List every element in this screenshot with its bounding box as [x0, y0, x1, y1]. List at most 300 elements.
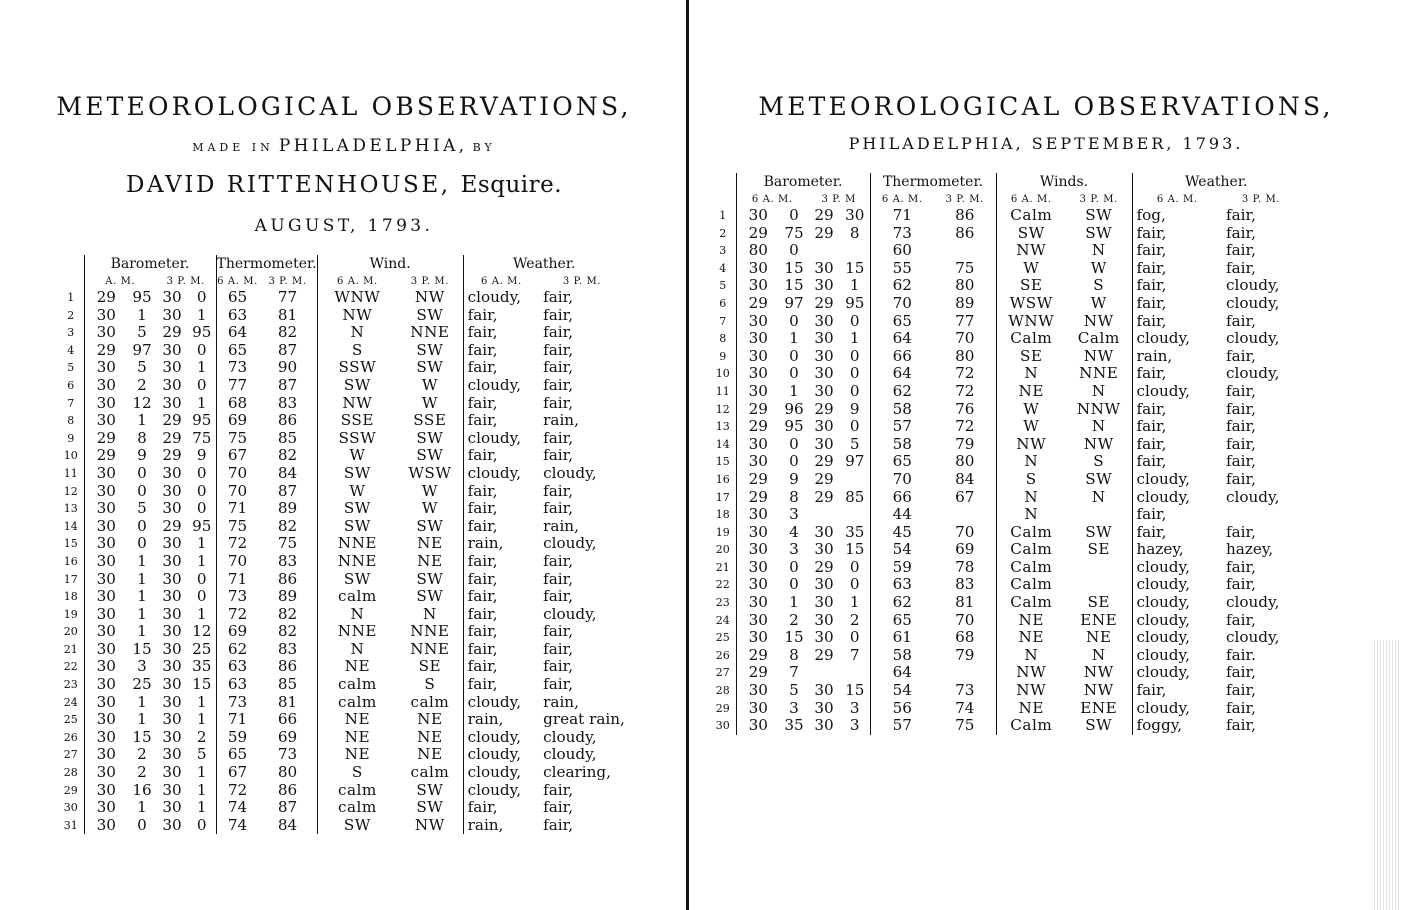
wind-am-cell: SW	[996, 225, 1066, 243]
table-row	[58, 324, 625, 342]
baro-am-in-cell: 30	[84, 395, 128, 413]
weather-am-cell: fair,	[463, 500, 539, 518]
weather-pm-cell: rain,	[543, 411, 579, 430]
day-cell: 22	[715, 578, 730, 592]
wind-pm-cell: N	[1091, 241, 1106, 260]
baro-am-dec-cell: 0	[789, 311, 799, 330]
wind-pm-cell: N	[1091, 381, 1106, 400]
baro-pm-in-cell: 30	[814, 258, 834, 277]
therm-pm-cell: 76	[955, 399, 975, 418]
baro-pm-in-cell: 30	[162, 358, 182, 377]
table-row	[710, 576, 1300, 594]
right-page	[690, 0, 1402, 910]
baro-pm-in-cell: 30	[162, 481, 182, 500]
made-in-label: MADE IN	[192, 141, 274, 154]
table-row	[58, 588, 625, 606]
baro-am-in-cell: 30	[736, 313, 780, 331]
barometer-pm-header: 3 P. M	[821, 194, 856, 205]
table-row	[58, 711, 625, 729]
baro-am-in-cell: 30	[736, 453, 780, 471]
day-cell: 9	[67, 431, 75, 445]
table-row	[58, 447, 625, 465]
table-row	[710, 207, 1300, 225]
author-esquire: Esquire.	[460, 172, 563, 198]
baro-am-in-cell: 30	[736, 348, 780, 366]
therm-pm-cell: 83	[277, 551, 298, 570]
thermometer-am-header: 6 A. M.	[870, 192, 934, 207]
therm-pm-cell: 87	[277, 340, 298, 359]
therm-pm-cell: 80	[955, 346, 975, 365]
baro-pm-in-cell: 30	[162, 587, 182, 606]
baro-am-in-cell: 30	[84, 694, 128, 712]
baro-pm-dec-cell: 0	[196, 375, 207, 394]
baro-am-in-cell: 30	[84, 746, 128, 764]
wind-pm-cell: SW	[1085, 469, 1113, 488]
therm-pm-cell: 83	[955, 575, 975, 594]
baro-pm-dec-cell: 5	[849, 434, 860, 453]
baro-pm-in-cell: 30	[162, 745, 182, 764]
weather-header: Weather.	[463, 255, 625, 274]
baro-pm-dec-cell: 0	[849, 417, 860, 436]
barometer-am-header: 6 A. M.	[736, 192, 808, 207]
wind-pm-cell: WSW	[408, 463, 452, 482]
therm-pm-cell: 86	[277, 657, 298, 676]
table-row	[710, 330, 1300, 348]
baro-pm-dec-cell: 0	[196, 463, 207, 482]
weather-am-cell: fair,	[463, 359, 539, 377]
therm-am-cell: 71	[870, 207, 934, 225]
baro-pm-in-cell: 30	[814, 364, 834, 383]
day-cell: 14	[63, 519, 78, 533]
therm-am-cell: 54	[870, 541, 934, 559]
baro-am-in-cell: 30	[736, 524, 780, 542]
day-cell: 22	[63, 660, 78, 674]
baro-am-in-cell: 29	[736, 225, 780, 243]
baro-am-in-cell: 30	[84, 606, 128, 624]
wind-pm-cell: W	[1090, 258, 1107, 277]
day-cell: 31	[63, 818, 78, 832]
weather-pm-cell: cloudy,	[1226, 293, 1280, 312]
baro-pm-in-cell: 30	[814, 381, 834, 400]
weather-pm-cell: fair.	[1226, 645, 1256, 664]
wind-am-cell: NE	[996, 612, 1066, 630]
therm-am-cell: 45	[870, 524, 934, 542]
baro-pm-in-cell: 30	[814, 540, 834, 559]
table-row	[710, 260, 1300, 278]
therm-pm-cell: 82	[277, 604, 298, 623]
therm-am-cell: 70	[216, 553, 258, 571]
weather-pm-cell: fair,	[1226, 452, 1256, 471]
wind-am-cell: N	[996, 365, 1066, 383]
wind-am-cell: W	[996, 260, 1066, 278]
weather-pm-cell: fair,	[543, 481, 574, 500]
baro-pm-in-cell: 30	[162, 692, 182, 711]
barometer-pm-header: 3 P. M.	[166, 276, 205, 287]
thermometer-am-header: 6 A. M.	[217, 276, 258, 287]
weather-pm-cell: fair,	[1226, 311, 1256, 330]
day-cell: 10	[715, 367, 730, 381]
therm-pm-cell	[934, 506, 996, 524]
weather-pm-cell: fair,	[1226, 716, 1256, 735]
table-row	[58, 606, 625, 624]
baro-am-dec-cell: 9	[137, 446, 147, 465]
day-cell: 21	[715, 560, 730, 574]
baro-pm-dec-cell: 1	[196, 551, 207, 570]
weather-pm-header: 3 P. M.	[562, 276, 602, 287]
baro-pm-dec-cell: 0	[196, 569, 207, 588]
left-page-byline	[0, 136, 688, 156]
wind-pm-cell: N	[1091, 645, 1106, 664]
baro-pm-in-cell: 30	[162, 375, 182, 394]
baro-am-in-cell: 30	[736, 436, 780, 454]
baro-am-dec-cell: 0	[137, 463, 147, 482]
therm-pm-cell: 80	[955, 452, 975, 471]
therm-pm-cell	[934, 242, 996, 260]
weather-pm-cell: fair,	[1226, 381, 1256, 400]
wind-pm-cell: NW	[414, 815, 445, 834]
wind-pm-cell: S	[1093, 452, 1105, 471]
wind-am-cell: W	[317, 483, 397, 501]
wind-am-cell: NNE	[317, 535, 397, 553]
baro-pm-dec-cell: 0	[196, 499, 207, 518]
therm-pm-cell: 79	[955, 434, 975, 453]
table-row	[710, 453, 1300, 471]
weather-am-cell: cloudy,	[1132, 489, 1222, 507]
baro-am-dec-cell: 97	[784, 293, 804, 312]
table-row	[58, 641, 625, 659]
baro-pm-in-cell: 29	[814, 487, 834, 506]
therm-am-cell: 63	[216, 307, 258, 325]
therm-am-cell: 67	[216, 447, 258, 465]
baro-am-in-cell: 29	[736, 471, 780, 489]
baro-am-in-cell: 29	[736, 418, 780, 436]
baro-am-in-cell: 30	[84, 535, 128, 553]
day-cell: 23	[715, 596, 730, 610]
therm-pm-cell: 70	[955, 610, 975, 629]
therm-am-cell: 73	[216, 694, 258, 712]
wind-pm-cell: SW	[416, 587, 444, 606]
wind-am-cell: NE	[317, 746, 397, 764]
baro-am-in-cell: 30	[84, 641, 128, 659]
wind-pm-cell: SE	[1087, 540, 1110, 559]
wind-am-cell: N	[317, 606, 397, 624]
weather-am-cell: cloudy,	[463, 465, 539, 483]
weather-pm-cell: fair,	[1226, 417, 1256, 436]
wind-am-cell: Calm	[996, 541, 1066, 559]
wind-am-cell: NNE	[317, 553, 397, 571]
wind-pm-header: 3 P. M.	[1079, 194, 1118, 205]
table-row	[710, 383, 1300, 401]
table-row	[710, 559, 1300, 577]
weather-am-cell: cloudy,	[1132, 383, 1222, 401]
weather-am-cell: cloudy,	[1132, 664, 1222, 682]
baro-am-dec-cell: 3	[789, 698, 799, 717]
therm-pm-cell: 82	[277, 622, 298, 641]
baro-am-dec-cell: 35	[784, 716, 804, 735]
baro-am-dec-cell: 1	[137, 692, 147, 711]
day-cell: 4	[719, 261, 727, 275]
weather-am-cell: fair,	[1132, 277, 1222, 295]
weather-pm-cell: fair,	[543, 657, 574, 676]
wind-am-cell: N	[317, 324, 397, 342]
table-row	[58, 535, 625, 553]
therm-pm-cell: 83	[277, 393, 298, 412]
therm-pm-cell: 73	[277, 745, 298, 764]
baro-am-in-cell: 30	[84, 623, 128, 641]
wind-am-cell: calm	[317, 799, 397, 817]
weather-am-cell: fair,	[1132, 682, 1222, 700]
weather-pm-cell: fair,	[543, 815, 574, 834]
table-row	[58, 623, 625, 641]
baro-pm-in-cell: 29	[814, 223, 834, 242]
baro-pm-dec-cell: 0	[196, 587, 207, 606]
wind-am-cell: SE	[996, 277, 1066, 295]
wind-pm-cell: NE	[417, 710, 443, 729]
baro-am-in-cell: 30	[736, 260, 780, 278]
baro-am-dec-cell: 0	[789, 241, 799, 260]
baro-pm-dec-cell: 15	[845, 258, 865, 277]
therm-pm-cell: 77	[955, 311, 975, 330]
table-row	[58, 799, 625, 817]
wind-am-cell: Calm	[996, 330, 1066, 348]
therm-pm-cell: 70	[955, 329, 975, 348]
baro-pm-in-cell: 30	[162, 727, 182, 746]
by-label: BY	[472, 141, 496, 154]
therm-am-cell: 71	[216, 711, 258, 729]
barometer-header: Barometer.	[84, 255, 216, 274]
wind-am-cell: Calm	[996, 524, 1066, 542]
baro-pm-dec-cell: 85	[845, 487, 865, 506]
therm-pm-cell: 81	[277, 305, 298, 324]
baro-pm-dec-cell: 15	[845, 540, 865, 559]
therm-am-cell: 58	[870, 401, 934, 419]
wind-pm-cell: N	[1091, 417, 1106, 436]
weather-am-cell: cloudy,	[463, 782, 539, 800]
weather-am-cell: fair,	[463, 799, 539, 817]
baro-am-in-cell: 30	[84, 764, 128, 782]
day-cell: 15	[63, 537, 78, 551]
therm-am-cell: 71	[216, 500, 258, 518]
therm-am-cell: 75	[216, 518, 258, 536]
wind-pm-cell: calm	[410, 763, 450, 782]
wind-pm-cell: SW	[416, 780, 444, 799]
baro-am-dec-cell: 3	[789, 540, 799, 559]
baro-pm-dec-cell: 97	[845, 452, 865, 471]
baro-pm-dec-cell: 15	[845, 681, 865, 700]
baro-am-dec-cell: 8	[137, 428, 147, 447]
baro-pm-in-cell: 29	[162, 411, 182, 430]
day-cell: 12	[63, 484, 78, 498]
weather-am-cell: foggy,	[1132, 717, 1222, 735]
table-row	[58, 395, 625, 413]
baro-pm-dec-cell: 8	[849, 223, 860, 242]
therm-am-cell: 64	[870, 365, 934, 383]
therm-pm-cell: 87	[277, 798, 298, 817]
wind-pm-cell: NW	[1083, 346, 1114, 365]
therm-pm-cell: 82	[277, 516, 298, 535]
baro-pm-dec-cell: 75	[192, 428, 212, 447]
baro-pm-dec-cell: 0	[196, 481, 207, 500]
baro-pm-dec-cell	[840, 506, 870, 524]
baro-am-dec-cell: 8	[789, 487, 799, 506]
baro-pm-dec-cell: 30	[845, 206, 865, 224]
therm-pm-cell: 86	[277, 780, 298, 799]
day-cell: 1	[67, 291, 75, 304]
september-observations-table	[710, 173, 1300, 735]
day-cell: 5	[67, 361, 75, 375]
therm-pm-cell: 73	[955, 681, 975, 700]
wind-pm-cell: NNE	[1079, 364, 1119, 383]
wind-am-cell: S	[317, 764, 397, 782]
table-row	[58, 377, 625, 395]
baro-pm-dec-cell: 0	[849, 346, 860, 365]
wind-pm-cell: NW	[1083, 434, 1114, 453]
baro-pm-in-cell: 30	[162, 288, 182, 306]
weather-pm-cell: cloudy,	[543, 534, 597, 553]
day-cell: 12	[715, 402, 730, 416]
baro-am-dec-cell: 0	[789, 557, 799, 576]
table-row	[710, 225, 1300, 243]
wind-am-cell: NE	[317, 711, 397, 729]
weather-pm-cell: fair,	[1226, 258, 1256, 277]
baro-pm-dec-cell: 1	[196, 534, 207, 553]
wind-pm-cell	[1066, 506, 1132, 524]
wind-am-cell: SW	[317, 465, 397, 483]
therm-am-cell: 58	[870, 436, 934, 454]
baro-pm-in-cell: 30	[162, 780, 182, 799]
day-cell: 18	[715, 508, 730, 522]
day-cell: 7	[67, 396, 75, 410]
weather-am-cell: fair,	[463, 623, 539, 641]
baro-am-dec-cell: 0	[137, 516, 147, 535]
day-cell: 15	[715, 455, 730, 469]
weather-am-cell: fair,	[1132, 401, 1222, 419]
baro-am-dec-cell: 75	[784, 223, 804, 242]
wind-pm-cell: SW	[416, 798, 444, 817]
baro-am-in-cell: 30	[84, 571, 128, 589]
baro-pm-in-cell: 30	[814, 575, 834, 594]
table-row	[710, 629, 1300, 647]
therm-am-cell: 65	[870, 453, 934, 471]
baro-am-in-cell: 30	[736, 365, 780, 383]
day-cell: 16	[63, 554, 78, 568]
baro-pm-in-cell: 30	[814, 329, 834, 348]
weather-am-cell: fair,	[463, 307, 539, 325]
therm-am-cell: 65	[216, 289, 258, 307]
baro-pm-in-cell: 30	[814, 698, 834, 717]
baro-am-dec-cell: 1	[789, 329, 799, 348]
weather-pm-cell: fair,	[1226, 663, 1256, 682]
weather-pm-cell: fair,	[1226, 522, 1256, 541]
wind-pm-cell: SW	[416, 305, 444, 324]
table-row	[710, 647, 1300, 665]
wind-pm-cell: Calm	[1077, 329, 1120, 348]
table-row	[58, 571, 625, 589]
weather-pm-cell: rain,	[543, 692, 579, 711]
therm-pm-cell: 81	[277, 692, 298, 711]
place-label: PHILADELPHIA,	[278, 136, 468, 156]
table-row	[58, 729, 625, 747]
baro-pm-in-cell: 30	[814, 593, 834, 612]
baro-am-in-cell: 30	[736, 700, 780, 718]
baro-am-dec-cell: 4	[789, 522, 799, 541]
wind-am-cell: calm	[317, 588, 397, 606]
wind-am-cell: WNW	[317, 289, 397, 307]
therm-pm-cell: 82	[277, 446, 298, 465]
baro-am-in-cell: 30	[736, 506, 780, 524]
weather-am-cell: fair,	[1132, 365, 1222, 383]
weather-pm-cell: cloudy,	[543, 745, 597, 764]
weather-am-cell: cloudy,	[1132, 330, 1222, 348]
day-cell: 28	[715, 684, 730, 698]
table-row	[710, 524, 1300, 542]
baro-pm-dec-cell: 0	[196, 340, 207, 359]
therm-pm-cell: 86	[955, 223, 975, 242]
table-row	[58, 342, 625, 360]
wind-pm-cell: NW	[1083, 663, 1114, 682]
page-edge-texture	[1374, 640, 1400, 910]
weather-am-cell: cloudy,	[463, 289, 539, 307]
baro-am-dec-cell: 15	[132, 639, 152, 658]
baro-am-dec-cell: 1	[137, 587, 147, 606]
therm-pm-cell: 89	[955, 293, 975, 312]
weather-pm-cell: fair,	[543, 798, 574, 817]
baro-pm-dec-cell: 15	[192, 675, 212, 694]
baro-pm-in-cell: 29	[162, 446, 182, 465]
weather-pm-cell: cloudy,	[543, 604, 597, 623]
baro-pm-dec-cell: 1	[196, 305, 207, 324]
baro-pm-in-cell: 30	[814, 628, 834, 647]
wind-am-cell: WSW	[996, 295, 1066, 313]
weather-pm-cell: fair,	[1226, 223, 1256, 242]
winds-header: Winds.	[996, 173, 1132, 192]
thermometer-pm-header: 3 P. M.	[268, 276, 307, 287]
weather-am-cell: fair,	[1132, 453, 1222, 471]
wind-am-header: 6 A. M.	[317, 274, 397, 289]
baro-pm-dec-cell: 12	[192, 622, 212, 641]
day-cell: 14	[715, 437, 730, 451]
weather-pm-cell: fair,	[543, 428, 574, 447]
baro-pm-in-cell	[808, 242, 840, 260]
weather-pm-cell: fair,	[1226, 557, 1256, 576]
baro-pm-in-cell: 30	[162, 551, 182, 570]
wind-am-cell: WNW	[996, 313, 1066, 331]
wind-pm-cell: N	[1091, 487, 1106, 506]
day-cell: 9	[719, 349, 727, 363]
baro-am-in-cell: 30	[736, 559, 780, 577]
therm-am-cell: 66	[870, 348, 934, 366]
wind-am-cell: NW	[317, 395, 397, 413]
day-cell: 6	[719, 296, 727, 310]
baro-am-in-cell: 30	[84, 307, 128, 325]
thermometer-header: Thermometer.	[870, 173, 996, 192]
baro-am-dec-cell: 1	[137, 604, 147, 623]
day-cell: 30	[715, 719, 730, 733]
baro-am-dec-cell: 5	[137, 358, 147, 377]
baro-am-dec-cell: 1	[137, 710, 147, 729]
baro-am-dec-cell: 1	[137, 798, 147, 817]
baro-pm-in-cell: 30	[162, 763, 182, 782]
weather-pm-cell: fair,	[1226, 399, 1256, 418]
weather-pm-cell: fair,	[543, 305, 574, 324]
baro-am-in-cell: 30	[84, 500, 128, 518]
weather-pm-cell: fair,	[543, 323, 574, 342]
baro-pm-dec-cell: 1	[196, 798, 207, 817]
therm-am-cell: 59	[870, 559, 934, 577]
baro-pm-in-cell: 30	[162, 534, 182, 553]
wind-pm-cell: W	[421, 375, 438, 394]
baro-pm-dec-cell: 2	[849, 610, 860, 629]
